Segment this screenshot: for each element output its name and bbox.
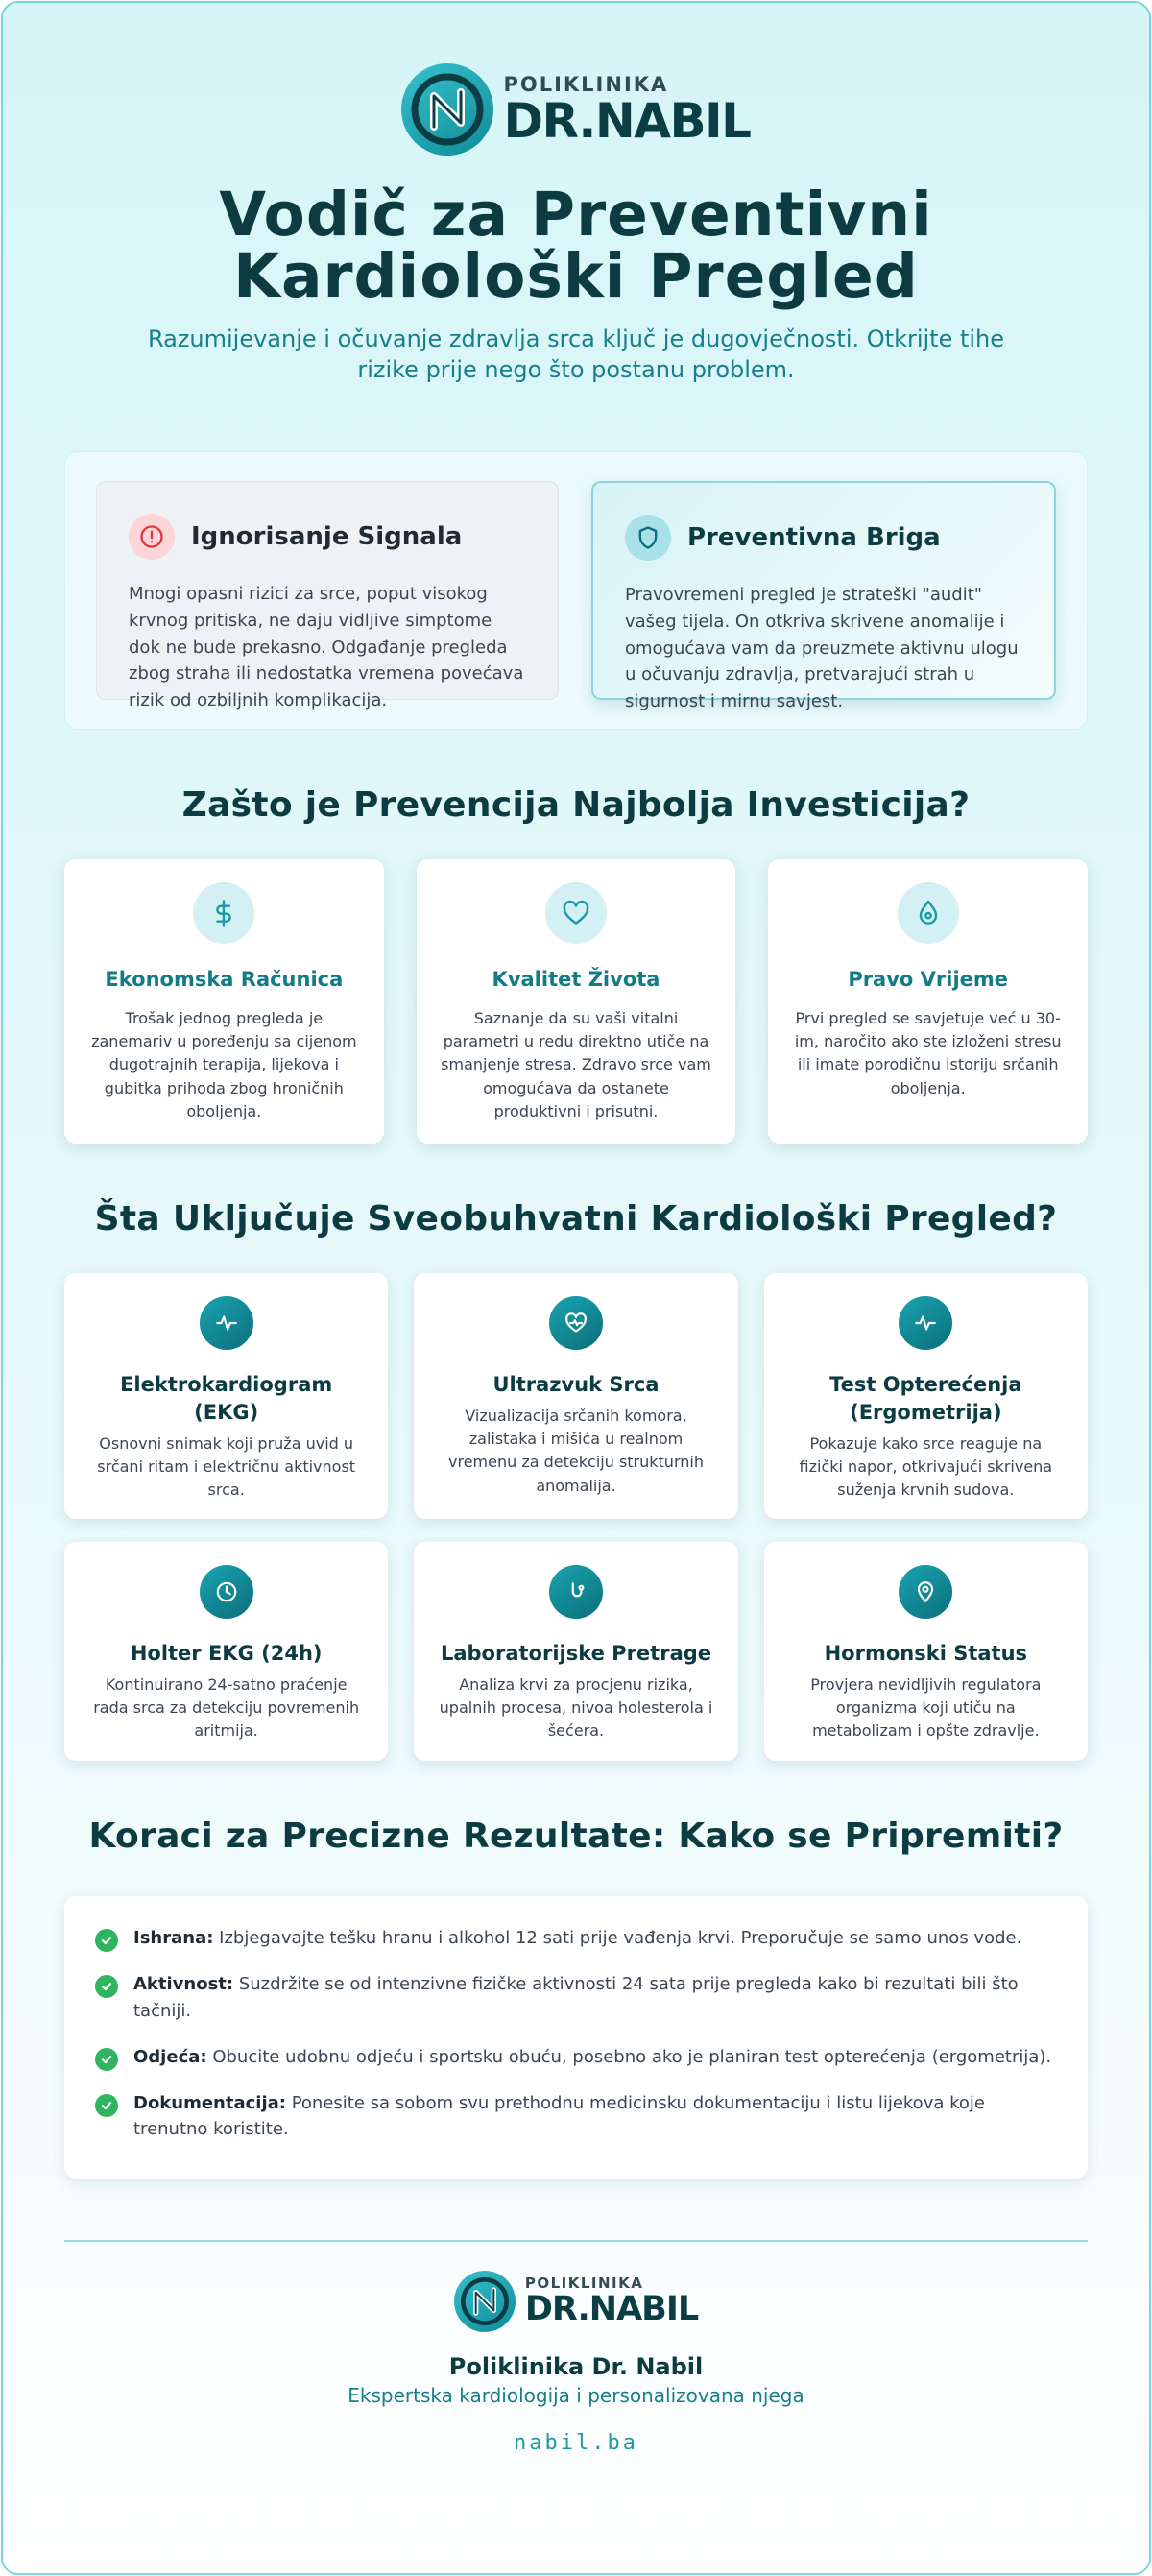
service-card-lab: [414, 1542, 737, 1761]
logo-small-text: POLIKLINIKA: [524, 2274, 644, 2292]
step-description: Izbjegavajte tešku hranu i alkohol 12 sati prije vađenja krvi. Preporučuje se samo unos vode.: [213, 1927, 1022, 1948]
card-title: Preventivna Briga: [687, 522, 941, 552]
heart-pulse-icon: [549, 1296, 603, 1350]
page-title-line-2: Kardiološki Pregled: [233, 241, 919, 312]
step-label: Dokumentacija:: [133, 2092, 286, 2113]
service-title: Test Opterećenja (Ergometrija): [829, 1372, 1022, 1424]
heart-icon: [545, 882, 607, 944]
stethoscope-icon: [549, 1565, 603, 1619]
benefits-list: [64, 859, 1088, 1144]
footer-divider: [64, 2240, 1088, 2242]
service-text: Osnovni snimak koji pruža uvid u srčani ritam i električnu aktivnost srca.: [97, 1433, 356, 1500]
ignoring-signals-card: [96, 481, 559, 711]
step-description: Suzdržite se od intenzivne fizičke aktivnosti 24 sata prije pregleda kako bi rezultati bili što tačniji.: [133, 1973, 1019, 2021]
service-card-stress-test: [764, 1273, 1088, 1519]
step-text: [133, 2090, 1057, 2144]
benefit-title: Ekonomska Računica: [105, 967, 344, 991]
benefit-card: [64, 859, 384, 1144]
shield-icon: [625, 515, 671, 561]
service-card-ultrasound: [414, 1273, 737, 1519]
step-text: [133, 2044, 1051, 2071]
service-text: Pokazuje kako srce reaguje na fizički napor, otkrivajući skrivena suženja krvnih sudova.: [799, 1433, 1053, 1500]
alert-circle-icon: [129, 514, 175, 560]
footer-tagline: Ekspertska kardiologija i personalizovana njega: [348, 2383, 804, 2407]
benefit-text: Saznanje da su vaši vitalni parametri u redu direktno utiče na smanjenje stresa. Zdravo srce vam omogućava da ostanete produktivni i prisutni.: [441, 1008, 711, 1120]
service-title: Laboratorijske Pretrage: [440, 1641, 712, 1665]
benefit-text: Prvi pregled se savjetuje već u 30-im, naročito ako ste izloženi stresu ili imate porodičnu istoriju srčanih oboljenja.: [794, 1008, 1062, 1097]
logo-wordmark: [503, 72, 751, 149]
benefits-section-title: Zašto je Prevencija Najbolja Investicija?: [181, 784, 971, 825]
preparation-section-title: Koraci za Precizne Rezultate: Kako se Pripremiti?: [88, 1816, 1064, 1856]
card-text: Pravovremeni pregled je strateški "audit" vašeg tijela. On otkriva skrivene anomalije i omogućava vam da preuzmete aktivnu ulogu u očuvanju zdravlja, pretvarajući strah u sigurnost i mirnu savjest.: [625, 584, 1019, 712]
header-logo[interactable]: [64, 3, 1088, 156]
logo-mark-icon: [454, 2271, 516, 2332]
step-label: Odjeća:: [133, 2046, 207, 2067]
benefit-text: Trošak jednog pregleda je zanemariv u poređenju sa cijenom dugotrajnih terapija, lijekova i gubitka prihoda zbog hroničnih oboljenja.: [91, 1008, 357, 1120]
step-text: [133, 1925, 1021, 1952]
benefit-title: Pravo Vrijeme: [848, 967, 1009, 991]
service-card-hormones: [764, 1542, 1088, 1761]
step-label: Ishrana:: [133, 1927, 214, 1948]
card-header: [625, 515, 1022, 561]
benefit-title: Kvalitet Života: [492, 967, 660, 991]
clock-icon: [200, 1565, 253, 1619]
location-pin-icon: [899, 1565, 952, 1619]
list-item: [95, 2044, 1057, 2071]
service-card-ekg: [64, 1273, 388, 1519]
check-circle-icon: [95, 1929, 118, 1952]
service-title: Ultrazvuk Srca: [492, 1372, 660, 1396]
logo-mark-icon: [401, 63, 493, 156]
service-title: Hormonski Status: [824, 1641, 1028, 1665]
drop-target-icon: [898, 882, 959, 944]
list-item: [95, 1925, 1057, 1952]
dollar-icon: [193, 882, 254, 944]
pulse-icon: [899, 1296, 952, 1350]
page-title-line-1: Vodič za Preventivni: [219, 180, 933, 250]
card-title: Ignorisanje Signala: [191, 521, 463, 551]
list-item: [95, 2090, 1057, 2144]
service-text: Analiza krvi za procjenu rizika, upalnih procesa, nivoa holesterola i šećera.: [439, 1674, 713, 1741]
check-circle-icon: [95, 2048, 118, 2071]
preparation-steps-list: [64, 1896, 1088, 2179]
step-description: Ponesite sa sobom svu prethodnu medicinsku dokumentaciju i listu lijekova koje trenutno koristite.: [133, 2092, 985, 2140]
page: [1, 1, 1151, 2575]
footer-clinic-name: Poliklinika Dr. Nabil: [448, 2352, 704, 2380]
logo-wordmark: [525, 2276, 698, 2326]
step-description: Obucite udobnu odjeću i sportsku obuću, posebno ako je planiran test opterećenja (ergometrija).: [206, 2046, 1052, 2067]
check-circle-icon: [95, 2094, 118, 2117]
step-label: Aktivnost:: [133, 1973, 234, 1994]
comparison-panel: [64, 451, 1088, 730]
services-grid: [64, 1273, 1088, 1761]
preventive-care-card: [591, 481, 1056, 712]
logo-big-text: DR.NABIL: [503, 92, 751, 149]
logo-big-text: DR.NABIL: [524, 2289, 699, 2328]
service-text: Kontinuirano 24-satno praćenje rada srca za detekciju povremenih aritmija.: [93, 1674, 360, 1741]
step-text: [133, 1971, 1057, 2025]
service-text: Provjera nevidljivih regulatora organizma koji utiču na metabolizam i opšte zdravlje.: [810, 1674, 1042, 1741]
check-circle-icon: [95, 1975, 118, 1998]
page-title: [64, 180, 1088, 312]
logo-small-text: POLIKLINIKA: [503, 72, 669, 96]
service-card-holter: [64, 1542, 388, 1761]
page-content: [64, 3, 1088, 2455]
benefit-card: [417, 859, 736, 1144]
page-subtitle: Razumijevanje i očuvanje zdravlja srca ključ je dugovječnosti. Otkrijte tihe rizike prije nego što postanu problem.: [147, 325, 1005, 384]
footer-logo[interactable]: [64, 2271, 1088, 2332]
list-item: [95, 1971, 1057, 2025]
service-title: Holter EKG (24h): [130, 1641, 323, 1665]
services-section-title: Šta Uključuje Sveobuhvatni Kardiološki Pregled?: [94, 1198, 1058, 1239]
card-text: Mnogi opasni rizici za srce, poput visokog krvnog pritiska, ne daju vidljive simptome dok ne bude prekasno. Odgađanje pregleda zbog straha ili nedostatka vremena povećava rizik od ozbiljnih komplikacija.: [129, 583, 524, 711]
service-text: Vizualizacija srčanih komora, zalistaka i mišića u realnom vremenu za detekciju strukturnih anomalija.: [448, 1406, 704, 1495]
pulse-icon: [200, 1296, 253, 1350]
service-title: Elektrokardiogram (EKG): [120, 1372, 333, 1424]
footer-website-link[interactable]: nabil.ba: [514, 2430, 638, 2455]
benefit-card: [768, 859, 1088, 1144]
card-header: [129, 514, 526, 560]
